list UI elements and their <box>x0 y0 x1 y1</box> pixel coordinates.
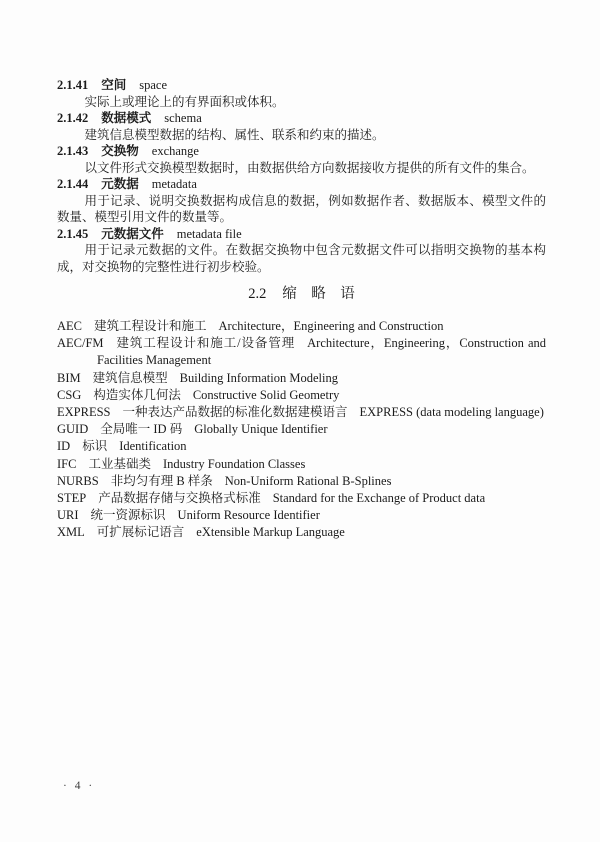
abbr-en: EXPRESS (data modeling language) <box>359 405 544 420</box>
term-definition: 实际上或理论上的有界面积或体积。 <box>84 94 285 109</box>
abbreviation-row <box>57 404 546 421</box>
abbr-code: GUID <box>57 422 89 437</box>
abbr-code: AEC <box>57 319 82 333</box>
abbreviation-row <box>57 370 546 387</box>
abbreviation-row <box>57 456 546 473</box>
term-entry <box>57 143 546 176</box>
abbr-en: Building Information Modeling <box>179 370 338 385</box>
abbr-code: BIM <box>57 370 81 385</box>
terms-section <box>57 77 546 275</box>
abbr-en: Architecture，Engineering and Construction <box>218 319 444 333</box>
abbr-zh: 一种表达产品数据的标准化数据建模语言 <box>122 405 348 420</box>
term-heading <box>57 226 546 243</box>
abbr-zh: 可扩展标记语言 <box>96 525 185 540</box>
term-name-zh: 元数据 <box>101 177 139 191</box>
abbreviations-section <box>57 318 546 542</box>
term-heading <box>57 110 546 127</box>
term-name-zh: 元数据文件 <box>101 226 164 241</box>
abbr-code: URI <box>57 508 79 523</box>
page-content <box>57 77 546 542</box>
abbr-zh: 工业基础类 <box>88 456 151 471</box>
term-heading <box>57 176 546 193</box>
abbr-zh: 统一资源标识 <box>90 508 166 523</box>
term-heading <box>57 143 546 160</box>
abbr-zh: 全局唯一 ID 码 <box>100 422 183 437</box>
abbr-zh: 建筑信息模型 <box>92 370 168 385</box>
abbr-zh: 建筑工程设计和施工/设备管理 <box>115 336 296 351</box>
abbreviation-row <box>57 335 546 369</box>
abbr-en: Industry Foundation Classes <box>162 456 306 471</box>
section-number: 2.2 <box>248 286 267 302</box>
term-number: 2.1.44 <box>57 177 89 191</box>
abbr-code: ID <box>57 439 71 454</box>
abbreviation-row <box>57 490 546 507</box>
abbr-zh: 构造实体几何法 <box>93 387 181 402</box>
abbr-en: Constructive Solid Geometry <box>192 387 340 402</box>
abbreviation-row <box>57 421 546 438</box>
abbreviation-row <box>57 473 546 490</box>
term-number: 2.1.45 <box>57 226 89 241</box>
abbreviation-row <box>57 438 546 455</box>
term-name-en: metadata <box>151 177 197 191</box>
term-number: 2.1.41 <box>57 78 89 92</box>
abbr-en: Architecture，Engineering，Construction and Facilities Management <box>97 336 546 368</box>
section-heading <box>57 284 546 304</box>
abbr-en: eXtensible Markup Language <box>196 525 345 540</box>
abbr-zh: 非均匀有理 B 样条 <box>110 473 213 488</box>
abbreviation-row <box>57 318 546 335</box>
abbr-code: IFC <box>57 456 77 471</box>
abbr-code: AEC/FM <box>57 336 104 351</box>
term-definition: 用于记录、说明交换数据构成信息的数据，例如数据作者、数据版本、模型文件的数量、模型引用文件的数量等。 <box>57 193 546 224</box>
abbr-en: Identification <box>119 439 187 454</box>
term-name-zh: 数据模式 <box>101 111 152 125</box>
section-title: 缩略语 <box>282 286 370 302</box>
term-name-zh: 交换物 <box>101 144 139 158</box>
abbr-code: STEP <box>57 491 87 506</box>
term-name-en: exchange <box>151 144 199 158</box>
abbr-en: Globally Unique Identifier <box>194 422 328 437</box>
page-number: · 4 · <box>63 780 95 792</box>
term-definition: 建筑信息模型数据的结构、属性、联系和约束的描述。 <box>84 127 385 142</box>
term-name-en: metadata file <box>176 226 242 241</box>
term-entry <box>57 110 546 143</box>
term-entry <box>57 77 546 110</box>
term-name-en: space <box>139 78 168 92</box>
term-name-zh: 空间 <box>101 78 127 92</box>
abbr-en: Standard for the Exchange of Product data <box>272 491 486 506</box>
abbr-code: EXPRESS <box>57 405 111 420</box>
term-name-en: schema <box>164 111 202 125</box>
abbr-en: Uniform Resource Identifier <box>177 508 320 523</box>
abbr-zh: 建筑工程设计和施工 <box>94 319 207 333</box>
term-entry <box>57 176 546 226</box>
term-number: 2.1.43 <box>57 144 89 158</box>
term-definition: 以文件形式交换模型数据时，由数据供给方向数据接收方提供的所有文件的集合。 <box>84 160 535 175</box>
abbr-zh: 标识 <box>82 439 108 454</box>
abbreviation-row <box>57 387 546 404</box>
abbr-code: NURBS <box>57 473 99 488</box>
term-heading <box>57 77 546 94</box>
abbr-en: Non-Uniform Rational B-Splines <box>224 473 392 488</box>
term-definition: 用于记录元数据的文件。在数据交换物中包含元数据文件可以指明交换物的基本构成，对交换物的完整性进行初步校验。 <box>57 243 546 274</box>
abbreviation-row <box>57 507 546 524</box>
abbr-code: CSG <box>57 387 82 402</box>
abbr-code: XML <box>57 525 85 540</box>
abbr-zh: 产品数据存储与交换格式标准 <box>98 491 261 506</box>
term-number: 2.1.42 <box>57 111 89 125</box>
term-entry <box>57 226 546 276</box>
abbreviation-row <box>57 524 546 541</box>
